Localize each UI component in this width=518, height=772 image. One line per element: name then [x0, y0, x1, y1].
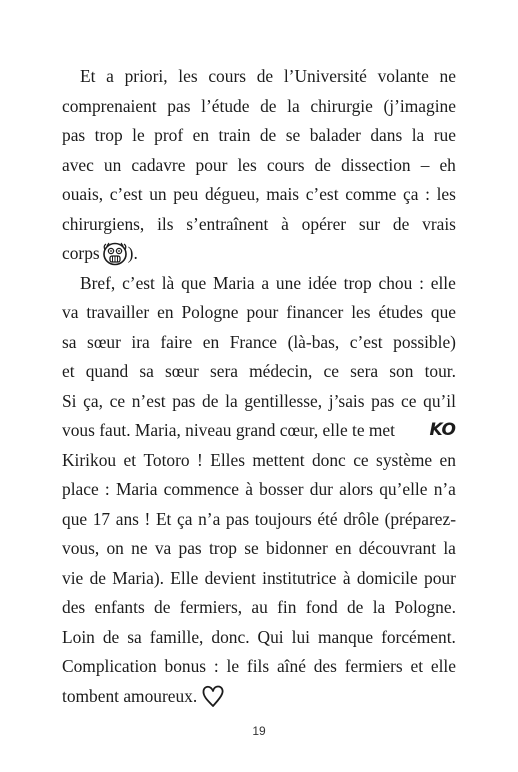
word: Si	[62, 390, 77, 411]
word: dur	[309, 479, 333, 499]
word: que	[62, 508, 88, 529]
text-line	[62, 564, 456, 594]
word: sa	[62, 331, 77, 352]
word: s’entraînent	[186, 213, 269, 234]
word: !	[197, 449, 203, 470]
word: en	[202, 331, 220, 352]
text-line	[62, 446, 456, 476]
word: c’est	[122, 272, 155, 293]
word: peu	[173, 184, 199, 204]
word: mais	[266, 184, 300, 204]
word: bosser	[259, 479, 304, 499]
word: n’est	[131, 390, 166, 411]
word: train	[218, 125, 251, 145]
word: Elles	[210, 449, 245, 470]
word: que	[181, 272, 207, 293]
word: commence	[163, 479, 239, 499]
word: volante	[377, 66, 429, 86]
word: ouais,	[62, 184, 104, 204]
word: ne	[131, 538, 148, 558]
word: Maria).	[112, 567, 164, 588]
word: ce	[323, 361, 339, 381]
text-line	[62, 416, 456, 446]
word: à	[281, 213, 289, 234]
word: en	[192, 125, 210, 145]
word: sera	[209, 361, 238, 381]
word: c’est	[305, 184, 339, 204]
word: a	[261, 272, 270, 293]
word: été	[317, 508, 338, 529]
word: la	[372, 597, 386, 617]
word: mettent	[252, 449, 305, 470]
word: pas	[178, 538, 202, 558]
word: c’est	[109, 184, 143, 204]
word: devient	[204, 567, 256, 588]
word: manque	[318, 626, 374, 647]
word: (là-bas,	[287, 331, 340, 352]
word: :	[425, 184, 430, 204]
word: !	[144, 508, 151, 529]
word: alors	[339, 479, 373, 499]
word: ils	[157, 213, 174, 234]
word: et	[410, 656, 424, 676]
word: des	[62, 597, 86, 617]
word: comprenaient	[62, 95, 157, 116]
word: opérer	[301, 213, 347, 234]
word: faire	[160, 331, 193, 352]
word: ce	[353, 449, 369, 470]
word: pas	[62, 125, 86, 145]
text-line	[62, 121, 456, 151]
word: pour	[246, 302, 279, 322]
word: possible)	[393, 331, 456, 352]
word: que	[430, 302, 456, 322]
word: eh	[439, 154, 456, 175]
word: sur	[358, 213, 381, 234]
word: en	[335, 538, 352, 558]
word: va	[154, 538, 172, 558]
word: elle	[430, 656, 456, 676]
word: n’a	[198, 508, 221, 529]
word: donc	[311, 449, 346, 470]
word: médecin,	[249, 361, 313, 381]
word: trop	[343, 272, 372, 293]
word: gentillesse,	[244, 390, 323, 411]
word: et	[123, 449, 137, 470]
text-line	[62, 682, 456, 712]
word: France	[229, 331, 278, 352]
word: la	[411, 125, 425, 145]
word: de	[89, 567, 106, 588]
page-number: 19	[252, 724, 266, 738]
word: dégueu,	[204, 184, 260, 204]
word: trop	[208, 538, 237, 558]
ko-badge: KO	[429, 420, 456, 440]
word: quand	[85, 361, 129, 381]
word: cours	[208, 66, 246, 86]
text-line	[62, 505, 456, 535]
word: forcément.	[381, 626, 456, 647]
word: au	[251, 597, 268, 617]
word: Bref,	[80, 272, 116, 293]
body-text	[62, 62, 456, 711]
word: va	[62, 302, 79, 322]
word: enfants	[94, 597, 145, 617]
word: Maria	[115, 479, 158, 499]
word: Maria	[213, 272, 255, 293]
word: Kirikou	[62, 449, 117, 470]
text-line	[62, 534, 456, 564]
word: avec	[62, 154, 94, 175]
word: cours	[266, 154, 305, 175]
word: là	[161, 272, 175, 293]
word: rue	[433, 125, 456, 145]
word: comme	[345, 184, 397, 204]
word: études	[378, 302, 423, 322]
word: Complication	[62, 656, 157, 676]
text-fragment: ).	[127, 243, 138, 263]
text-line	[62, 298, 456, 328]
word: en	[157, 302, 174, 322]
text-line	[62, 210, 456, 240]
word: financer	[286, 302, 344, 322]
word: fermiers	[344, 656, 403, 676]
word: institutrice	[262, 567, 337, 588]
word: n’a	[433, 479, 456, 499]
word: idée	[307, 272, 337, 293]
word: les	[351, 302, 371, 322]
word: l’Université	[283, 66, 367, 86]
word: dissection	[341, 154, 411, 175]
word: Loin	[62, 626, 95, 647]
word: de	[260, 95, 277, 116]
word: les	[436, 184, 456, 204]
text-line	[62, 387, 456, 417]
heart-icon	[201, 683, 225, 709]
text-line	[62, 151, 456, 181]
word: cadavre	[131, 154, 186, 175]
word: chou	[378, 272, 413, 293]
word: (préparez-	[384, 508, 456, 529]
word: pas	[225, 508, 250, 529]
word: fin	[277, 597, 297, 617]
word: bidonner	[266, 538, 328, 558]
text-line	[62, 593, 456, 623]
word: 17	[92, 508, 111, 529]
word: Qui	[257, 626, 284, 647]
word: ans	[115, 508, 139, 529]
text-line	[62, 623, 456, 653]
word: de	[154, 597, 171, 617]
word: prof	[154, 125, 184, 145]
word: fond	[305, 597, 338, 617]
word: fermiers,	[179, 597, 243, 617]
word: elle	[430, 272, 456, 293]
word: aîné	[276, 656, 306, 676]
word: ce	[109, 390, 126, 411]
text-line	[62, 62, 456, 92]
word: pour	[424, 567, 456, 588]
word: vrais	[422, 213, 456, 234]
word: à	[245, 479, 253, 499]
word: Pologne.	[394, 597, 456, 617]
word: qu’il	[423, 390, 456, 411]
text-line	[62, 652, 456, 682]
word: pas	[167, 95, 191, 116]
text-line	[62, 357, 456, 387]
word: chirurgiens,	[62, 213, 145, 234]
word: fils	[246, 656, 270, 676]
word: sa	[127, 626, 142, 647]
word: a	[106, 66, 114, 86]
word: de	[202, 390, 219, 411]
text-line	[62, 239, 456, 269]
word: et	[62, 361, 75, 381]
word: balader	[309, 125, 361, 145]
text-fragment: vous faut. Maria, niveau grand cœur, elle te met	[62, 420, 395, 440]
word: on	[106, 538, 124, 558]
word: priori,	[124, 66, 168, 86]
word: bonus	[164, 656, 207, 676]
word: Et	[80, 66, 96, 86]
word: –	[420, 154, 430, 175]
word: de	[256, 66, 274, 86]
word: ira	[131, 331, 150, 352]
word: donc.	[211, 626, 250, 647]
word: ça	[403, 184, 419, 204]
text-line	[62, 328, 456, 358]
word: système	[376, 449, 433, 470]
word: trop	[94, 125, 123, 145]
word: chirurgie	[310, 95, 373, 116]
word: :	[213, 656, 219, 676]
word: c’est	[349, 331, 383, 352]
word: tour.	[424, 361, 456, 381]
word: domicile	[356, 567, 418, 588]
word: ne	[439, 66, 456, 86]
word: de	[346, 597, 364, 617]
word: le	[132, 125, 145, 145]
word: un	[149, 184, 167, 204]
word: place	[62, 479, 99, 499]
word: toujours	[254, 508, 312, 529]
word: des	[313, 656, 337, 676]
word: :	[104, 479, 110, 499]
scared-face-icon	[102, 242, 128, 266]
word: un	[103, 154, 122, 175]
word: vie	[62, 567, 84, 588]
word: à	[342, 567, 351, 588]
word: vous,	[62, 538, 100, 558]
word: ça,	[83, 390, 103, 411]
text-line	[62, 269, 456, 299]
word: les	[237, 154, 257, 175]
word: la	[287, 95, 300, 116]
word: se	[285, 125, 301, 145]
word: sa	[139, 361, 154, 381]
word: drôle	[343, 508, 379, 529]
word: ça	[177, 508, 193, 529]
word: son	[389, 361, 414, 381]
word: pour	[195, 154, 228, 175]
word: Et	[155, 508, 172, 529]
word: l’étude	[201, 95, 250, 116]
word: pas	[371, 390, 395, 411]
word: le	[226, 656, 240, 676]
word: ce	[401, 390, 417, 411]
word: une	[275, 272, 302, 293]
word: lui	[291, 626, 310, 647]
word: Pologne	[181, 302, 239, 322]
word: j’sais	[328, 390, 365, 411]
word: de	[259, 125, 277, 145]
word: sera	[350, 361, 379, 381]
word: famille,	[149, 626, 204, 647]
word: découvrant	[358, 538, 437, 558]
word: dans	[370, 125, 403, 145]
text-line	[62, 92, 456, 122]
word: de	[314, 154, 331, 175]
word: les	[178, 66, 198, 86]
word: travailler	[86, 302, 150, 322]
word: se	[244, 538, 259, 558]
text-fragment: corps	[62, 243, 100, 263]
text-line	[62, 475, 456, 505]
word: sœur	[165, 361, 199, 381]
word: :	[419, 272, 424, 293]
word: qu’elle	[379, 479, 428, 499]
word: sœur	[87, 331, 121, 352]
word: (j’imagine	[383, 95, 456, 116]
text-line	[62, 180, 456, 210]
word: Elle	[170, 567, 199, 588]
word: la	[443, 538, 456, 558]
word: de	[102, 626, 120, 647]
text-fragment: tombent amoureux.	[62, 685, 198, 706]
word: de	[392, 213, 410, 234]
word: la	[225, 390, 238, 411]
word: Totoro	[143, 449, 190, 470]
word: pas	[172, 390, 196, 411]
word: en	[439, 449, 456, 470]
